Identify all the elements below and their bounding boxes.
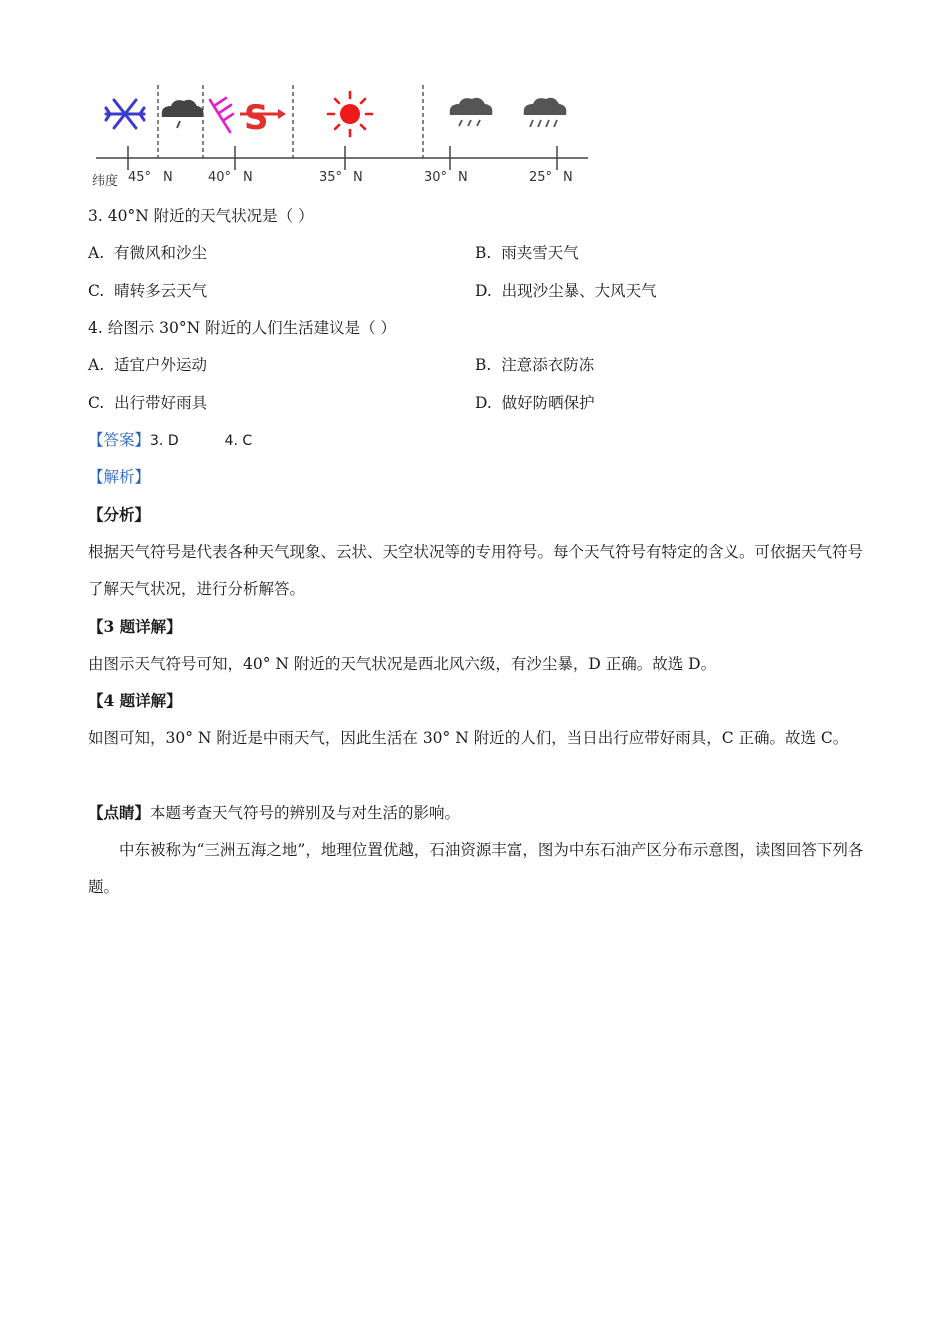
tick-label-45-n: N [163,170,173,185]
option-text: 有微风和沙尘 [113,244,207,262]
fenxi-text: 根据天气符号是代表各种天气现象、云状、天空状况等的专用符号。每个天气符号有特定的含义。可依据天气符号了解天气状况，进行分析解答。 [88,543,864,598]
dianjing-line [88,803,460,823]
tick-label-30-n: N [458,170,468,185]
q3-option-a[interactable] [88,243,207,263]
tick-label-25-n: N [563,170,573,185]
option-letter: A. [88,244,105,262]
wind-force-six-icon [210,98,233,132]
weather-figure [0,0,950,195]
moderate-rain-cloud-icon [450,98,493,126]
tick-label-40: 40° [208,170,232,185]
q4-option-d[interactable] [475,393,595,413]
q3-option-d[interactable] [475,281,657,301]
q3-detail-text: 由图示天气符号可知，40° N 附近的天气状况是西北风六级，有沙尘暴，D 正确。故选 D。 [88,655,717,673]
q3-detail-label: 【3 题详解】 [88,617,182,636]
option-text: 雨夹雪天气 [501,244,579,262]
sandstorm-icon [240,98,286,138]
answer-3: 3. D [150,433,179,449]
option-letter: B. [475,244,492,262]
option-text: 注意添衣防冻 [501,356,595,374]
option-text: 出行带好雨具 [114,394,208,412]
dianjing-text: 本题考查天气符号的辨别及与对生活的影响。 [150,804,461,822]
q4-option-a[interactable] [88,355,207,375]
light-rain-cloud-icon [162,100,204,128]
answer-4: 4. C [224,433,253,449]
snowflake-icon [106,100,144,128]
weather-figure-svg [0,0,950,195]
q4-detail-label: 【4 题详解】 [88,691,182,710]
option-letter: B. [475,356,492,374]
q3-option-c[interactable] [88,281,207,301]
option-letter: C. [88,394,105,412]
answer-line [88,430,252,451]
tick-label-25: 25° [529,170,553,185]
option-text: 做好防晒保护 [501,394,595,412]
sunny-icon [328,92,372,136]
q4-detail-text: 如图可知，30° N 附近是中雨天气，因此生活在 30° N 附近的人们，当日出行应带好雨具，C 正确。故选 C。 [88,729,849,747]
tick-label-40-n: N [243,170,253,185]
option-text: 出现沙尘暴、大风天气 [501,282,657,300]
svg-text:S: S [244,98,269,138]
q4-option-c[interactable] [88,393,207,413]
option-letter: A. [88,356,105,374]
q4-stem: 4. 给图示 30°N 附近的人们生活建议是（ ） [88,319,397,337]
next-question-intro: 中东被称为“三洲五海之地”，地理位置优越，石油资源丰富，图为中东石油产区分布示意图，读图回答下列各题。 [88,841,864,896]
q3-stem: 3. 40°N 附近的天气状况是（ ） [88,207,314,225]
dianjing-label: 【点睛】 [88,803,151,822]
option-text: 晴转多云天气 [114,282,208,300]
tick-label-30: 30° [424,170,448,185]
q4-option-b[interactable] [475,355,594,375]
option-text: 适宜户外运动 [113,356,207,374]
option-letter: C. [88,282,105,300]
answer-label: 【答案】 [88,431,151,449]
tick-label-45: 45° [128,170,152,185]
jiexi-label: 【解析】 [88,468,151,486]
fenxi-label: 【分析】 [88,505,151,524]
option-letter: D. [475,394,492,412]
q3-option-b[interactable] [475,243,579,263]
axis-label: 纬度 [92,174,119,189]
heavy-rain-cloud-icon [524,98,567,127]
tick-label-35: 35° [319,170,343,185]
tick-label-35-n: N [353,170,363,185]
option-letter: D. [475,282,492,300]
